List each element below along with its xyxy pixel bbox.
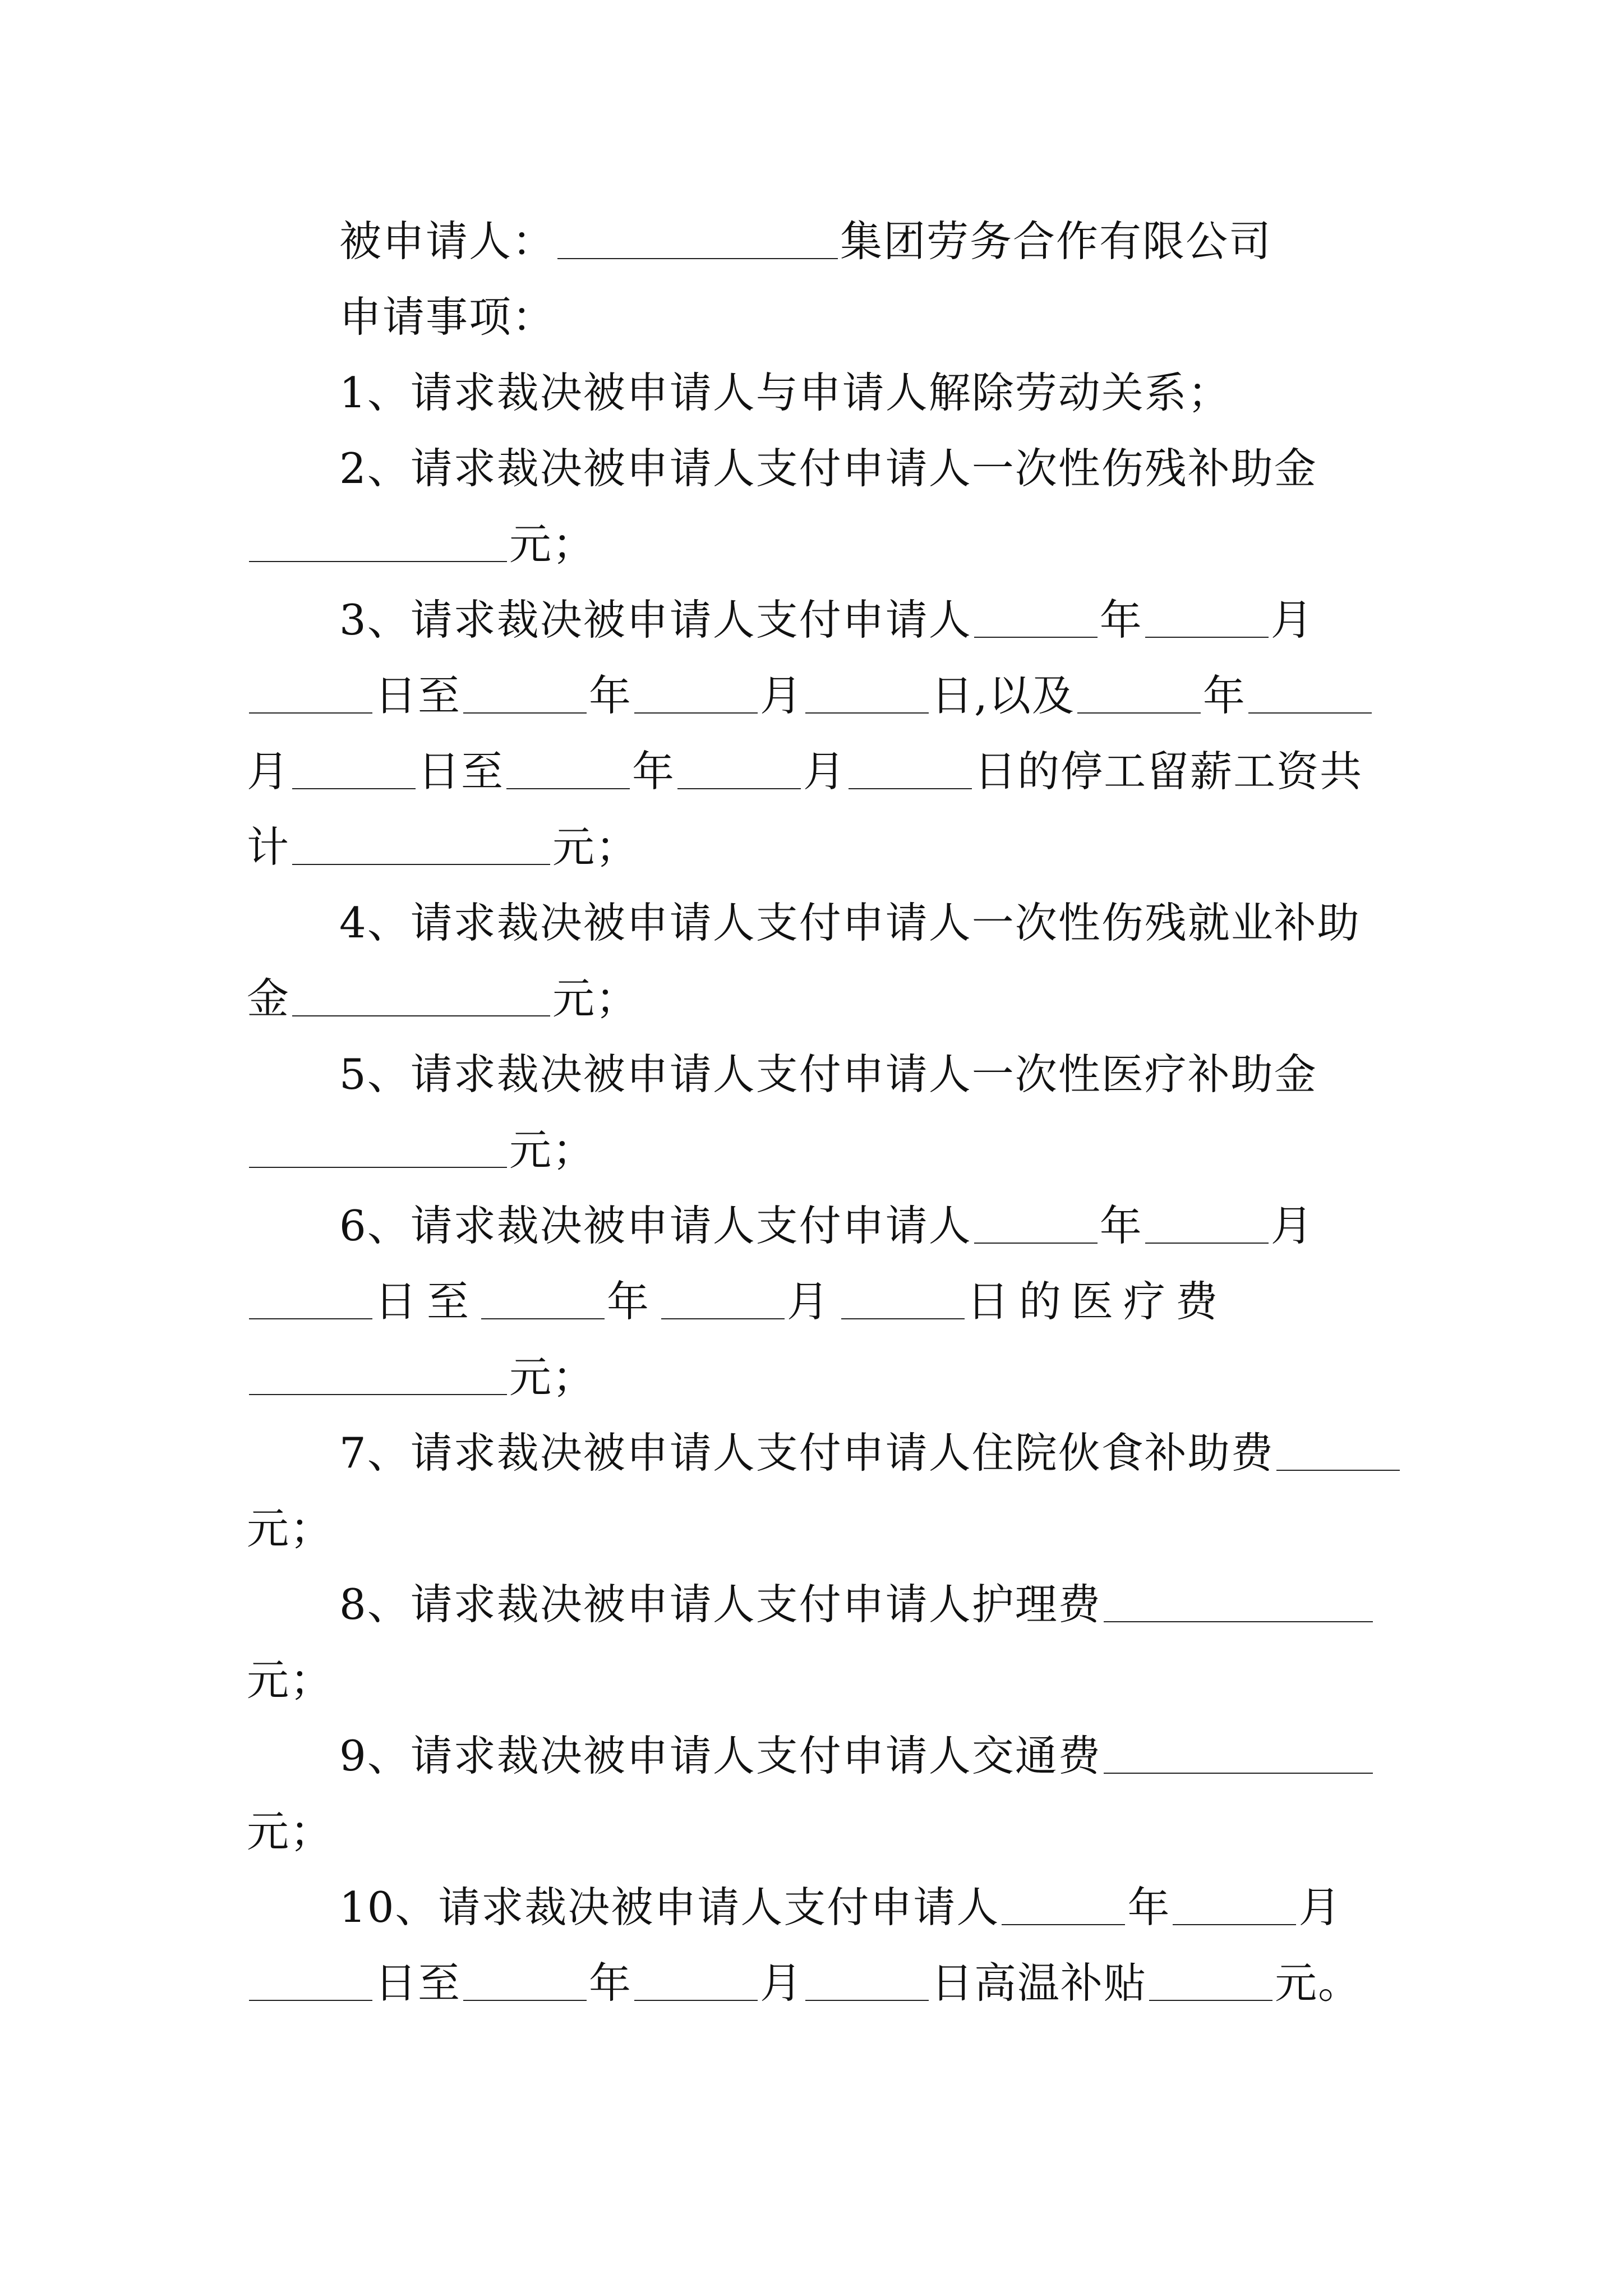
item6-tail-text: 日的医疗费 — [967, 1277, 1228, 1326]
item4-tail-text: 金 — [247, 974, 291, 1023]
year-text: 年 — [589, 671, 633, 720]
blank-field — [249, 1394, 507, 1395]
month-text: 月 — [760, 671, 804, 720]
blank-field — [249, 2000, 372, 2001]
claim-item-6-line3 — [247, 1343, 596, 1411]
blank-field — [677, 788, 801, 789]
blank-field — [292, 788, 416, 789]
blank-field — [1276, 1470, 1400, 1471]
claim-item-7-text: 7、请求裁决被申请人支付申请人住院伙食补助费 — [339, 1428, 1274, 1478]
yuan-end-text: 元。 — [1275, 1958, 1362, 2008]
claim-item-6-line2 — [247, 1268, 1228, 1335]
blank-field — [1149, 2000, 1272, 2001]
blank-field — [1002, 1924, 1125, 1925]
blank-field — [1145, 1243, 1269, 1244]
day-to-text: 日至 — [375, 671, 462, 720]
year-text: 年 — [1127, 1883, 1171, 1932]
day-to-text: 日至 — [418, 747, 505, 796]
blank-field — [841, 1318, 965, 1319]
blank-field — [805, 2000, 929, 2001]
day-to-text: 日至 — [375, 1277, 479, 1326]
claim-item-9-text: 9、请求裁决被申请人支付申请人交通费 — [339, 1731, 1101, 1780]
claim-item-10 — [339, 1874, 1341, 1941]
month-text: 月 — [803, 747, 847, 796]
claims-title: 申请事项： — [339, 292, 556, 342]
claim-item-1: 1、请求裁决被申请人与申请人解除劳动关系； — [339, 368, 1231, 417]
claim-item-8-cont — [247, 1646, 333, 1714]
year-text: 年 — [1099, 595, 1143, 645]
yuan-text: 元； — [247, 1655, 334, 1705]
year-text: 年 — [607, 1277, 660, 1326]
month-text: 月 — [247, 747, 291, 796]
respondent-line — [339, 208, 1272, 275]
blank-field — [634, 2000, 758, 2001]
month-text: 月 — [1298, 1883, 1342, 1932]
blank-field — [1173, 1924, 1296, 1925]
blank-field — [1145, 637, 1269, 638]
claim-item-9-cont — [247, 1798, 333, 1865]
claim-item-6-text: 6、请求裁决被申请人支付申请人 — [339, 1201, 972, 1250]
blank-field — [1077, 712, 1201, 714]
blank-field — [661, 1318, 785, 1319]
blank-field — [292, 864, 550, 865]
claim-item-3 — [339, 586, 1314, 654]
yuan-text: 元； — [509, 1125, 596, 1175]
day-to-text: 日至 — [375, 1958, 462, 2008]
claim-item-3-line3 — [247, 738, 1363, 805]
blank-field — [1248, 712, 1372, 714]
blank-field — [249, 712, 372, 714]
claim-item-10-line2 — [247, 1949, 1361, 2017]
respondent-label: 被申请人： — [339, 217, 556, 266]
blank-field — [805, 712, 929, 714]
item10-tail-text: 日高温补贴 — [931, 1958, 1147, 2008]
blank-field — [481, 1318, 605, 1319]
year-text: 年 — [1202, 671, 1246, 720]
yuan-text: 元； — [552, 974, 639, 1023]
claim-item-4: 4、请求裁决被申请人支付申请人一次性伤残就业补助 — [339, 898, 1361, 947]
month-text: 月 — [787, 1277, 840, 1326]
claim-item-6 — [339, 1192, 1314, 1259]
claim-item-5-cont — [247, 1116, 596, 1184]
year-text: 年 — [589, 1958, 633, 2008]
month-text: 月 — [1270, 1201, 1314, 1250]
claim-item-7 — [339, 1419, 1402, 1487]
claim-item-3-text: 3、请求裁决被申请人支付申请人 — [339, 595, 972, 645]
claim-item-5: 5、请求裁决被申请人支付申请人一次性医疗补助金 — [339, 1050, 1317, 1099]
yuan-text: 元； — [247, 1504, 334, 1553]
blank-field — [249, 1318, 372, 1319]
blank-field — [249, 1167, 507, 1168]
blank-field — [506, 788, 630, 789]
item3-tail-text: 日的停工留薪工资共 — [974, 747, 1363, 796]
blank-field — [463, 2000, 587, 2001]
blank-field — [849, 788, 972, 789]
month-text: 月 — [1270, 595, 1314, 645]
year-text: 年 — [1099, 1201, 1143, 1250]
blank-field — [249, 561, 507, 562]
claim-item-10-text: 10、请求裁决被申请人支付申请人 — [339, 1883, 1000, 1932]
item3-total-text: 计 — [247, 822, 291, 872]
yuan-text: 元； — [509, 1352, 596, 1402]
blank-field — [974, 637, 1098, 638]
claim-item-3-line4 — [247, 813, 639, 881]
day-and-text: 日,以及 — [931, 671, 1075, 720]
yuan-text: 元； — [509, 519, 596, 569]
yuan-text: 元； — [552, 822, 639, 872]
blank-field — [974, 1243, 1098, 1244]
claim-item-9 — [339, 1722, 1375, 1789]
claim-item-4-cont — [247, 965, 639, 1032]
claim-item-3-line2 — [247, 662, 1374, 729]
blank-field — [634, 712, 758, 714]
claim-item-7-cont — [247, 1495, 333, 1562]
yuan-text: 元； — [247, 1807, 334, 1856]
blank-field — [557, 258, 838, 259]
claim-item-8 — [339, 1571, 1375, 1638]
year-text: 年 — [632, 747, 676, 796]
blank-field — [1104, 1773, 1373, 1774]
claim-item-2-cont — [247, 510, 596, 578]
blank-field — [1104, 1621, 1373, 1622]
month-text: 月 — [760, 1958, 804, 2008]
respondent-company-suffix: 集团劳务合作有限公司 — [840, 217, 1272, 266]
claim-item-2: 2、请求裁决被申请人支付申请人一次性伤残补助金 — [339, 444, 1317, 493]
blank-field — [463, 712, 587, 714]
blank-field — [292, 1015, 550, 1016]
claim-item-8-text: 8、请求裁决被申请人支付申请人护理费 — [339, 1580, 1101, 1629]
